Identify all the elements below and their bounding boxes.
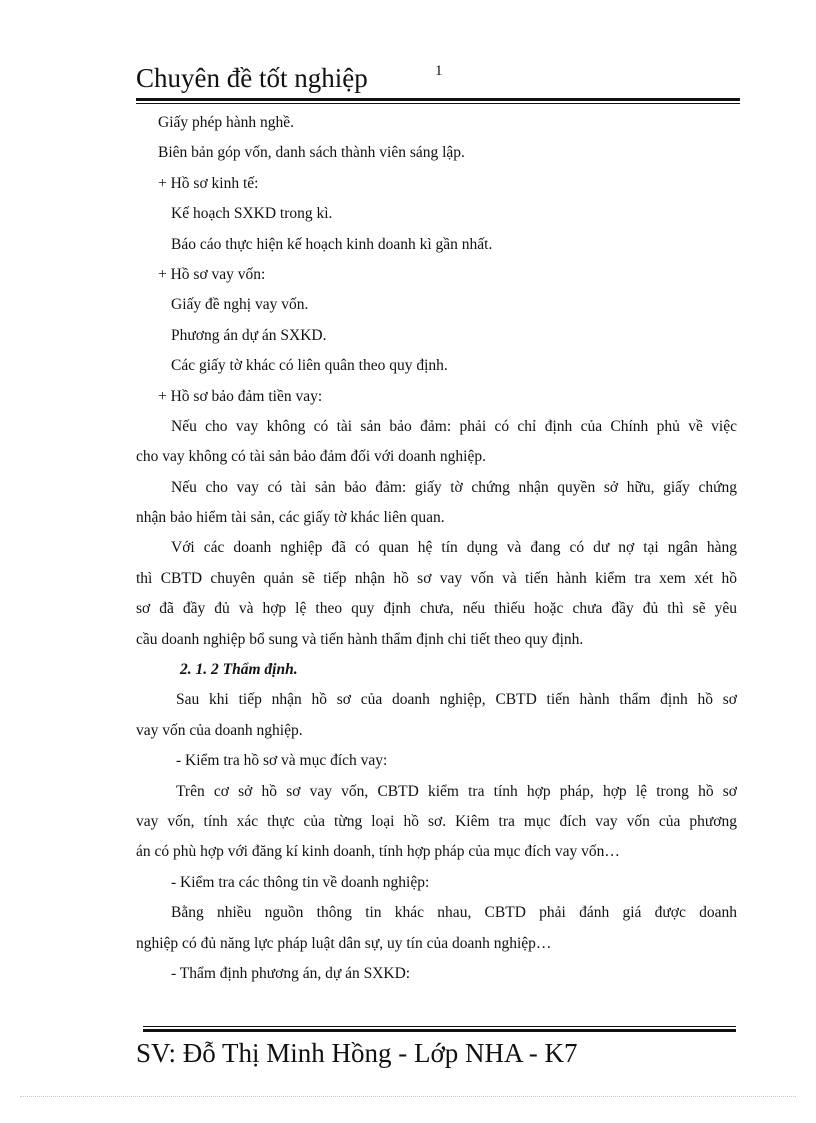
body-line: Báo cáo thực hiện kế hoạch kinh doanh kì gần nhất. — [171, 235, 493, 253]
body-line: - Kiểm tra hồ sơ và mục đích vay: — [176, 752, 388, 770]
body-line: Với các doanh nghiệp đã có quan hệ tín dụng và đang có dư nợ tại ngân hàng — [171, 539, 737, 557]
page-footer-text: SV: Đỗ Thị Minh Hồng - Lớp NHA - K7 — [136, 1038, 578, 1068]
page-number: 1 — [435, 63, 443, 79]
body-line: Sau khi tiếp nhận hồ sơ của doanh nghiệp, CBTD tiến hành thẩm định hồ sơ — [176, 691, 737, 709]
body-line: Kế hoạch SXKD trong kì. — [171, 205, 333, 223]
body-line: Biên bản góp vốn, danh sách thành viên sáng lập. — [158, 144, 465, 162]
body-line: án có phù hợp với đăng kí kinh doanh, tính hợp pháp của mục đích vay vốn… — [136, 843, 620, 861]
body-line: cầu doanh nghiệp bổ sung và tiến hành thẩm định chi tiết theo quy định. — [136, 630, 584, 648]
footer-rule-thin — [143, 1026, 736, 1027]
body-line: - Kiểm tra các thông tin về doanh nghiệp: — [171, 873, 430, 891]
body-line: Các giấy tờ khác có liên quân theo quy định. — [171, 357, 448, 375]
body-line: nghiệp có đủ năng lực pháp luật dân sự, uy tín của doanh nghiệp… — [136, 934, 552, 952]
body-line: Trên cơ sở hồ sơ vay vốn, CBTD kiểm tra tính hợp pháp, hợp lệ trong hồ sơ — [176, 782, 737, 800]
footer-rule-thick — [143, 1029, 736, 1032]
body-line: Nếu cho vay không có tài sản bảo đảm: phải có chỉ định của Chính phủ về việc — [171, 417, 737, 435]
header-rule-thick — [136, 98, 740, 101]
body-line: + Hồ sơ kinh tế: — [158, 174, 259, 192]
header-rule-thin — [136, 103, 740, 104]
body-line: nhận bảo hiểm tài sản, các giấy tờ khác liên quan. — [136, 509, 445, 527]
body-line: vay vốn của doanh nghiệp. — [136, 721, 303, 739]
body-line: Giấy phép hành nghề. — [158, 114, 295, 131]
page-bottom-dotted-edge — [20, 1096, 796, 1097]
body-line: - Thẩm định phương án, dự án SXKD: — [171, 964, 411, 982]
body-line: Phương án dự án SXKD. — [171, 326, 327, 344]
body-line: + Hồ sơ bảo đảm tiền vay: — [158, 387, 323, 405]
body-line: Bằng nhiều nguồn thông tin khác nhau, CBTD phải đánh giá được doanh — [171, 904, 737, 922]
body-line: Giấy đề nghị vay vốn. — [171, 296, 309, 314]
body-line: sơ đã đầy đủ và hợp lệ theo quy định chưa, nếu thiếu hoặc chưa đầy đủ thì sẽ yêu — [136, 600, 737, 618]
page-header-title: Chuyên đề tốt nghiệp — [136, 63, 368, 93]
body-line: + Hồ sơ vay vốn: — [158, 265, 266, 283]
body-line: Nếu cho vay có tài sản bảo đảm: giấy tờ chứng nhận quyền sở hữu, giấy chứng — [171, 478, 737, 496]
body-line: thì CBTD chuyên quản sẽ tiếp nhận hồ sơ vay vốn và tiến hành kiểm tra xem xét hồ — [136, 569, 737, 587]
body-line: cho vay không có tài sản bảo đảm đối với doanh nghiệp. — [136, 448, 486, 466]
section-heading: 2. 1. 2 Thẩm định. — [180, 661, 298, 679]
document-body — [136, 108, 737, 989]
body-line: vay vốn, tính xác thực của từng loại hồ sơ. Kiêm tra mục đích vay vốn của phương — [136, 812, 737, 830]
